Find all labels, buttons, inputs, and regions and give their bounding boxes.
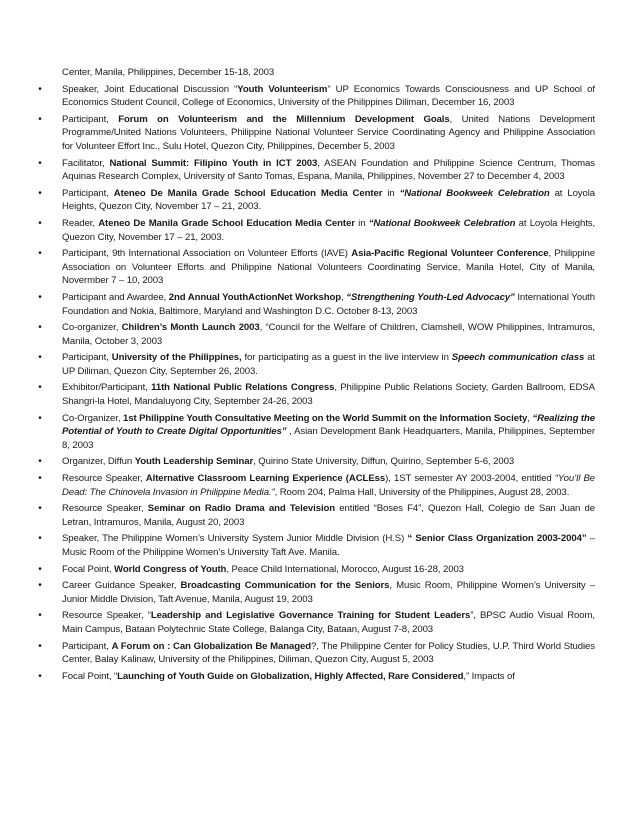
- entry-text: International Youth Foundation and Nokia, Baltimore, Maryland and Washington D.C. October 8-13, 2003: [62, 291, 595, 317]
- list-item: [35, 217, 595, 244]
- entry-text: Center, Manila, Philippines, December 15-18, 2003: [62, 67, 275, 78]
- entry-text: , Quirino State University, Diffun, Quirino, September 5-6, 2003: [253, 456, 515, 468]
- list-item: [35, 579, 595, 606]
- entry-text: , Philippine Public Relations Society, Garden Ballroom, EDSA Shangri-la Hotel, Mandaluyong City, September 24-26, 2003: [62, 382, 595, 408]
- bullet-icon: •: [38, 382, 42, 394]
- entry-emphasis: Alternative Classroom Learning Experience (ACLEss: [145, 473, 386, 485]
- entry-text: Focal Point,: [62, 563, 115, 575]
- entry-emphasis: Leadership and Legislative Governance Training for Student Leaders: [150, 610, 471, 622]
- entry-text: at Loyola Heights, Quezon City, November 17 – 21, 2003.: [62, 187, 596, 213]
- list-item: [35, 247, 595, 288]
- entry-text: entitled “Boses F4”, Quezon Hall, Colegio de San Juan de Letran, Intramuros, Manila, August 20, 2003: [62, 503, 595, 528]
- entry-text: – Music Room of the Philippine Women’s University Taft Ave. Manila.: [62, 533, 595, 558]
- entry-emphasis: 1st Philippine Youth Consultative Meeting on the World Summit on the Information Society: [122, 412, 528, 424]
- entry-text: Exhibitor/Participant,: [62, 382, 152, 394]
- list-item: [35, 412, 595, 453]
- entry-text: Career Guidance Speaker,: [62, 580, 181, 592]
- entry-text: ,: [341, 291, 347, 303]
- entry-text: Resource Speaker, “: [62, 610, 151, 622]
- list-item: [35, 532, 595, 559]
- bullet-icon: •: [38, 412, 42, 424]
- entry-emphasis: Ateneo De Manila Grade School Education Media Center: [113, 187, 383, 199]
- entry-emphasis: Broadcasting Communication for the Seniors: [180, 580, 390, 592]
- list-item: [35, 563, 595, 577]
- list-item: [35, 472, 595, 499]
- entry-text: ” UP Economics Towards Consciousness and UP School of Economics Student Council, College of Economics, University of the Philippines Diliman, December 16, 2003: [62, 83, 595, 109]
- entry-text: Reader,: [62, 217, 99, 229]
- bullet-icon: •: [38, 291, 42, 303]
- entry-text: Speaker, Joint Educational Discussion “: [62, 83, 238, 95]
- list-item: [35, 187, 595, 214]
- entry-text: Co-Organizer,: [62, 412, 123, 424]
- bullet-icon: •: [38, 187, 42, 199]
- entry-emphasis: “Strengthening Youth-Led Advocacy”: [346, 291, 515, 303]
- bullet-icon: •: [38, 352, 42, 364]
- entry-text: Speaker, The Philippine Women’s University System Junior Middle Division (H.S): [62, 533, 408, 545]
- activity-list: [35, 66, 595, 686]
- entry-text: , Peace Child International, Morocco, August 16-28, 2003: [226, 563, 464, 575]
- entry-text: at Loyola Heights, Quezon City, November 17 – 21, 2003.: [62, 217, 596, 243]
- entry-text: ), 1ST semester AY 2003-2004, entitled: [385, 473, 555, 485]
- entry-text: , Room 204, Palma Hall, University of the Philippines, August 28, 2003.: [274, 486, 570, 498]
- entry-emphasis: Youth Leadership Seminar: [134, 456, 254, 468]
- list-item: [35, 670, 595, 684]
- entry-text: Participant and Awardee,: [62, 291, 169, 303]
- bullet-icon: •: [38, 456, 42, 468]
- entry-text: Participant,: [62, 187, 114, 199]
- entry-emphasis: Speech communication class: [451, 352, 585, 364]
- entry-emphasis: Ateneo De Manila Grade School Education Media Center: [98, 217, 355, 229]
- entry-emphasis: Forum on Volunteerism and the Millennium Development Goals: [118, 113, 450, 125]
- entry-emphasis: University of the Philippines,: [111, 352, 242, 364]
- entry-text: Resource Speaker,: [62, 503, 148, 515]
- bullet-icon: •: [38, 670, 42, 682]
- bullet-icon: •: [38, 217, 42, 229]
- entry-emphasis: “You’ll Be Dead: The Chinovela Invasion in Philippine Media.”: [62, 473, 595, 498]
- entry-text: , “Council for the Welfare of Children, Clamshell, WOW Philippines, Intramuros, Manila, October 3, 2003: [62, 322, 595, 347]
- entry-text: , Asian Development Bank Headquarters, Manila, Philippines, September 8, 2003: [62, 426, 595, 451]
- list-item: [35, 321, 595, 348]
- bullet-icon: •: [38, 563, 42, 575]
- entry-text: , Philippine Association on Volunteer Efforts and Philippine National Volunteers Coordinating Service, Manila Hotel, City of Manila, Novermber 7 – 10, 2003: [62, 248, 596, 287]
- entry-emphasis: A Forum on : Can Globalization Be Managed: [111, 640, 312, 652]
- entry-emphasis: Seminar on Radio Drama and Television: [147, 503, 336, 515]
- entry-text: Co-organizer,: [62, 322, 122, 334]
- bullet-icon: •: [38, 83, 42, 95]
- entry-text: in: [382, 187, 400, 199]
- list-item-continuation: [35, 66, 595, 80]
- entry-text: ,: [527, 412, 533, 424]
- entry-text: Resource Speaker,: [62, 473, 146, 485]
- bullet-icon: •: [38, 533, 42, 545]
- bullet-icon: •: [38, 322, 42, 334]
- entry-text: Organizer, Diffun: [62, 456, 135, 468]
- list-item: [35, 609, 595, 636]
- list-item: [35, 502, 595, 529]
- entry-emphasis: 2nd Annual YouthActionNet Workshop: [168, 291, 342, 303]
- entry-text: for participating as a guest in the live interview in: [241, 352, 452, 364]
- list-item: [35, 157, 595, 184]
- bullet-icon: •: [38, 157, 42, 169]
- entry-text: Participant,: [62, 640, 112, 652]
- entry-text: in: [354, 217, 369, 229]
- list-item: [35, 640, 595, 667]
- list-item: [35, 455, 595, 469]
- entry-emphasis: “Realizing the Potential of Youth to Create Digital Opportunities”: [62, 412, 595, 438]
- entry-emphasis: Youth Volunteerism: [237, 83, 328, 95]
- entry-text: at UP Diliman, Quezon City, September 26, 2003.: [62, 352, 595, 377]
- entry-text: ,” Impacts of: [463, 670, 515, 682]
- entry-text: , Music Room, Philippine Women’s University – Junior Middle Division, Taft Avenue, Manila, August 19, 2003: [62, 580, 596, 605]
- entry-emphasis: 11th National Public Relations Congress: [151, 382, 335, 394]
- list-item: [35, 351, 595, 378]
- entry-emphasis: World Congress of Youth: [114, 563, 227, 575]
- entry-emphasis: Launching of Youth Guide on Globalization, Highly Affected, Rare Considered: [117, 670, 464, 682]
- entry-text: Participant,: [62, 113, 119, 125]
- entry-emphasis: “National Bookweek Celebration: [399, 187, 550, 199]
- bullet-icon: •: [38, 610, 42, 622]
- entry-emphasis: Children’s Month Launch 2003: [121, 322, 260, 334]
- entry-text: Facilitator,: [62, 157, 110, 169]
- bullet-icon: •: [38, 580, 42, 592]
- bullet-icon: •: [38, 640, 42, 652]
- entry-text: , ASEAN Foundation and Philippine Science Centrum, Thomas Aquinas Research Complex, University of Santo Tomas, Espana, Manila, Philippines, November 27 to December 4, 2003: [62, 157, 595, 183]
- entry-text: , United Nations Development Programme/United Nations Volunteers, Philippine National Volunteer Service Coordinating Agency and Philippine Association for Volunteer Effort Inc., Sulu Hotel, Quezon City, Philippines, December 5, 2003: [62, 113, 596, 152]
- bullet-icon: •: [38, 113, 42, 125]
- entry-emphasis: “ Senior Class Organization 2003-2004”: [407, 533, 587, 545]
- entry-emphasis: National Summit: Filipino Youth in ICT 2003: [109, 157, 318, 169]
- entry-emphasis: Asia-Pacific Regional Volunteer Conference: [351, 248, 549, 260]
- entry-text: ?, The Philippine Center for Policy Studies, U.P. Third World Studies Center, Balay Kalinaw, University of the Philippines, Diliman, Quezon City, August 5, 2003: [62, 640, 595, 666]
- bullet-icon: •: [38, 473, 42, 485]
- entry-text: Participant,: [62, 352, 112, 364]
- list-item: [35, 113, 595, 154]
- list-item: [35, 381, 595, 408]
- entry-emphasis: “National Bookweek Celebration: [368, 217, 516, 229]
- list-item: [35, 83, 595, 110]
- entry-text: ”, BPSC Audio Visual Room, Main Campus, Bataan Polytechnic State College, Balanga City, Bataan, August 7-8, 2003: [62, 610, 595, 635]
- entry-text: Focal Point, “: [62, 670, 118, 682]
- bullet-icon: •: [38, 248, 42, 260]
- list-item: [35, 291, 595, 318]
- bullet-icon: •: [38, 503, 42, 515]
- entry-text: Participant, 9th International Association on Volunteer Efforts (IAVE): [62, 248, 352, 260]
